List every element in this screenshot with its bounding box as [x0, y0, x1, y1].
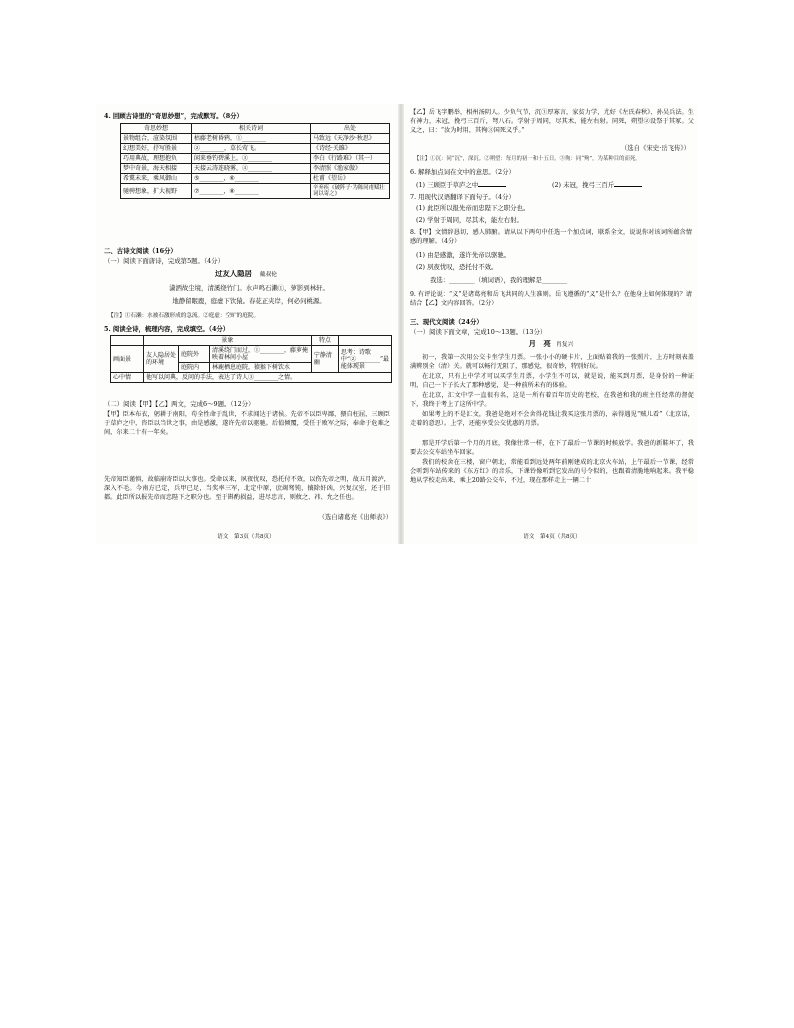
- page-fold: [398, 104, 404, 544]
- table-row: [111, 336, 392, 346]
- story-title-line: [476, 340, 626, 350]
- q4-cell: 李清照《渔家傲》: [311, 164, 390, 174]
- poem-line: 潇洒故尘境，清溪绕竹门。水声鸣石濑①，萝影到林轩。: [169, 284, 329, 292]
- subsection-3-title: （一）阅读下面文章，完成10～13题。（13分）: [410, 328, 547, 336]
- q4-cell[interactable]: 闲来垂钓碧溪上，③________: [192, 154, 311, 164]
- story-paragraph: 初一，我第一次用公交卡坐学生月票。一张小小的硬卡片，上面贴着我的一张照片，上方时刻表盖满辨别全（清）关。就可以畅行无阻了，那感觉，很奇妙，特别好玩。: [410, 354, 694, 371]
- story-author: 肖复兴: [555, 342, 574, 348]
- q8-item-1: (1) 由是感激，遂许先帝以驱驰。: [416, 251, 511, 259]
- jia-paragraph-1: 【甲】臣本布衣，躬耕于南阳，苟全性命于乱世，不求闻达于诸侯。先帝不以臣卑鄙，猥自枉屈，三顾臣于草庐之中，咨臣以当世之事，由是感激，遂许先帝以驱驰。后值倾覆，受任于败军之际，奉命于危难之间，尔来二十有一年矣。: [104, 411, 390, 437]
- story-paragraph: 在北京，只有上中学才可以买学生月票，小学生不可以，就是说，能买到月票，是身份的一种证明，自己一下子长大了那种感觉，是一种前所未有的体验。: [410, 373, 694, 390]
- q4-cell: 《诗经·关雎》: [311, 144, 390, 154]
- subsection-2-title: （二）阅读【甲】【乙】两文，完成6～9题。（12分）: [104, 400, 255, 408]
- section-2-title: 二、古诗文阅读（16分）: [104, 247, 177, 255]
- jia-source: （选自诸葛亮《出师表》）: [318, 513, 392, 521]
- yi-paragraph: 【乙】岳飞字鹏举，相州汤阴人。少负气节，沉①厚寡言，家贫力学，尤好《左氏春秋》、孙吴兵法。生有神力，未冠，挽弓三百斤，弩八石。学射于周同，尽其术，能左右射。同死，朔望②设祭于其冢。父义之，曰：“汝为时用，其徇③国死义乎。”: [410, 109, 694, 135]
- yi-source: （选自《宋史·岳飞传》）: [620, 144, 690, 152]
- q9-title: 9. 有评论说：“义”是诸葛亮和岳飞共同的人生准则。岳飞遵循的“义”是什么？在他身上如何体现的？请结合【乙】文内容回答。（2分）: [410, 291, 692, 308]
- q5-label-mood: 心中情: [111, 373, 144, 383]
- table-row: [111, 346, 392, 363]
- table-row: [111, 373, 392, 383]
- table-row: [121, 154, 390, 164]
- q5-mood-text[interactable]: 他写以问典，反问的手法，表达了诗人③________之情。: [144, 373, 392, 383]
- q4-cell: 李白《行路难》（其一）: [311, 154, 390, 164]
- q4-cell[interactable]: ②________，草长莺飞。: [192, 144, 311, 154]
- table-row: [121, 144, 390, 154]
- q4-cell: 梦中奇景，海天相接: [121, 164, 192, 174]
- story-paragraph: 那是开学后第一个月的月底，我像往常一样，在下了最后一节课的时候放学。我爸的新鞋坏了，我要去公交车站坐车回家。: [410, 440, 694, 457]
- poem-title: 过友人隐居: [214, 270, 252, 278]
- jia-paragraph-2: 先帝知臣谨慎，故临崩寄臣以大事也。受命以来，夙夜忧叹，恐托付不效，以伤先帝之明，故五月渡泸，深入不毛。今南方已定，兵甲已足，当奖率三军，北定中原，庶竭驽钝，攘除奸凶，兴复汉室，还于旧都。此臣所以报先帝而忠陛下之职分也。至于斟酌损益，进尽忠言，则攸之、祎、允之任也。: [104, 476, 390, 502]
- q4-cell[interactable]: 枯藤老树昏鸦，①________: [192, 134, 311, 144]
- q4-cell[interactable]: ⑦________，⑧________: [192, 184, 311, 199]
- q6-title: 6. 解释加点词在文中的意思。（2分）: [410, 168, 515, 176]
- q6-item-2: [552, 180, 642, 190]
- q5-label-environment: 友人隐居处的环境: [144, 346, 179, 373]
- q4-table: [120, 123, 390, 199]
- q4-cell: 马致远《天净沙·秋思》: [311, 134, 390, 144]
- q5-inside-label: 庭院内: [179, 363, 210, 373]
- q5-inside-text: 林鹿栖息庭院，猿猴下树饮水: [210, 363, 312, 373]
- q5-feature: 宁静清幽: [311, 346, 338, 373]
- exam-page-3: [96, 104, 396, 544]
- story-paragraph: 我们的校舍在三楼，窗户朝北，常能看到远处两年前刚建成的北京火车站，上午最后一节课，经常会听到车站传来的《东方红》的音乐，下课铃像听到它发出的号令似的，也跟着清脆地响起来。我平稳地从学校走出来，乘上20路公交车，不过，现在那样走上一辆二十: [410, 459, 694, 485]
- q5-title: 5. 阅读全诗，梳理内容，完成填空。（4分）: [104, 325, 230, 333]
- q5-table: [110, 335, 392, 383]
- scanned-exam-spread: [96, 104, 698, 544]
- exam-page-4: [406, 104, 698, 544]
- q5-label-scene: 画面景: [111, 346, 144, 373]
- q4-header-cell: 相关诗词: [192, 124, 311, 134]
- table-row: [121, 164, 390, 174]
- q8-item-2: (2) 夙夜忧叹，恐托付不效。: [416, 263, 498, 271]
- q4-cell: 驰骋想象，扩大视野: [121, 184, 192, 199]
- story-paragraph: 如果考上的不是汇文，我爸是绝对不会舍得花钱让我买这张月票的，亲得遇见“贼儿看”（北京话，走着的意思）。上学，还能享受公交优惠的月票。: [410, 411, 694, 428]
- q4-cell[interactable]: 天接云涛连晓雾，④________: [192, 164, 311, 174]
- story-paragraph: 在北京，汇文中学一直很有名，这是一所有着百年历史的老校，在我爸和我的班主任经常的督促下，我终于考上了这所中学。: [410, 392, 694, 409]
- q5-empty-cell: [338, 336, 391, 346]
- table-row: [121, 174, 390, 184]
- table-row: [121, 184, 390, 199]
- q5-outside-text[interactable]: 清溪绕门而过，①________，藤萝掩映着林间小屋: [210, 346, 312, 363]
- q5-outside-label: 庭院外: [179, 346, 210, 363]
- q4-cell: 巧用典故，理想抱负: [121, 154, 192, 164]
- poem-note: 【注】①石濑：水被石激形成的急流。②庭虚：空旷的庭院。: [108, 313, 260, 319]
- story-title: 月 亮: [528, 340, 551, 348]
- q8-choose[interactable]: 我选：________（填词语），我的理解是________: [430, 276, 568, 284]
- q4-cell: 辛弃疾《破阵子·为陈同甫赋壮词以寄之》: [311, 184, 390, 199]
- q4-table-header: [121, 124, 390, 134]
- q4-cell: 希冀未来，乘风御山: [121, 174, 192, 184]
- poem-line: 地静留眠鹿，庭虚下饮猿。春花正夹岸，何必问桃源。: [172, 297, 326, 305]
- q4-title: 4. 回顾古诗里的“奇思妙想”，完成默写。（8分）: [104, 112, 243, 120]
- page-footer-right: 语文 第4页（共8页）: [523, 534, 581, 540]
- answer-blank[interactable]: [478, 180, 506, 187]
- answer-blank[interactable]: [614, 180, 642, 187]
- q4-cell: 景物组合，渲染氛围: [121, 134, 192, 144]
- subsection-1-title: （一）阅读下面唐诗，完成第5题。（4分）: [104, 257, 224, 265]
- page-footer-left: 语文 第3页（共8页）: [217, 534, 275, 540]
- q4-cell[interactable]: ⑤________，⑥________: [192, 174, 311, 184]
- poem-title-line: [176, 270, 316, 280]
- q7-item-1: (1) 此臣所以报先帝而忠陛下之职分也。: [416, 204, 530, 212]
- table-row: [121, 134, 390, 144]
- q4-cell: 幻想美好，抒写胜景: [121, 144, 192, 154]
- q7-title: 7. 用现代汉语翻译下面句子。（4分）: [410, 193, 515, 201]
- section-3-title: 三、现代文阅读（24分）: [410, 318, 483, 326]
- poem-author: 戴叔伦: [259, 272, 278, 278]
- q5-think[interactable]: 思考：诗歌中“②________”最能体现景: [338, 346, 391, 373]
- yi-note: 【注】①沉：同“沉”，深沉。②朔望：每月的初一和十五日。③徇：同“殉”，为某种目的而死。: [414, 156, 641, 162]
- q5-empty-cell: [111, 336, 144, 346]
- q6-item-1-text: (1) 三顾臣于草庐之中: [416, 181, 479, 189]
- q5-header-feature: 特点: [311, 336, 338, 346]
- q7-item-2: (2) 学射于周同，尽其术，能左右射。: [416, 216, 523, 224]
- q8-title: 8.【甲】文情辞恳切，感人肺腑。请从以下两句中任选一个加点词，联系全文，说说你对该词所蕴含情感的理解。（4分）: [410, 229, 692, 246]
- q6-item-2-text: (2) 未冠，挽弓三百斤: [552, 181, 615, 189]
- q4-header-cell: 出处: [311, 124, 390, 134]
- q4-header-cell: 奇思妙想: [121, 124, 192, 134]
- q6-item-1: [416, 180, 506, 190]
- q5-header-scene: 景象: [144, 336, 312, 346]
- q4-cell: 杜甫《望岳》: [311, 174, 390, 184]
